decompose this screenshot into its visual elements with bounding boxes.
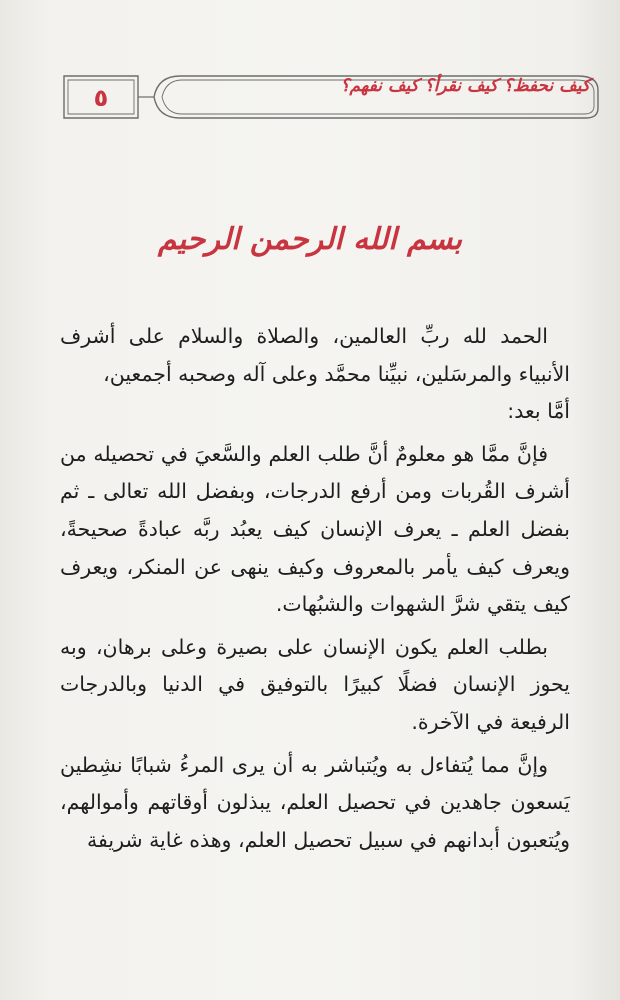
book-title: كيف نحفظ؟ كيف نقرأ؟ كيف نفهم؟ [340,76,590,96]
paragraph-seeking-knowledge: فإنَّ ممَّا هو معلومٌ أنَّ طلب العلم والسَّعيَ في تحصيله من أشرف القُربات ومن أرفع الدرجات، وبفضل الله تعالى ـ ثم بفضل العلم ـ يعرف الإنسان كيف يعبُد ربَّه عبادةً صحيحةً، ويعرف كيف يأمر بالمعروف وكيف ينهى عن المنكر، ويعرف كيف يتقي شرَّ الشهوات والشبُهات. [60,441,570,617]
paragraph-insight: بطلب العلم يكون الإنسان على بصيرة وعلى برهان، وبه يحوز الإنسان فضلًا كبيرًا بالتوفيق في الدنيا وبالدرجات الرفيعة في الآخرة. [60,634,570,734]
paragraph-optimism: وإنَّ مما يُتفاءل به ويُتباشر به أن يرى المرءُ شبابًا نشِطين يَسعون جاهدين في تحصيل العلم، يبذلون أوقاتهم وأموالهم، ويُتعبون أبدانهم في سبيل تحصيل العلم، وهذه غاية شريفة [60,752,570,852]
body-text [60,318,570,859]
paragraph-opening: الحمد لله ربِّ العالمين، والصلاة والسلام على أشرف الأنبياء والمرسَلين، نبيِّنا محمَّد وعلى آله وصحبه أجمعين، [60,324,570,386]
page-number: ٥ [93,84,109,112]
page-header [58,68,606,126]
basmala-heading: بسم الله الرحمن الرحيم [157,222,463,257]
paragraph-amma-bad: أمَّا بعد: [507,399,570,424]
